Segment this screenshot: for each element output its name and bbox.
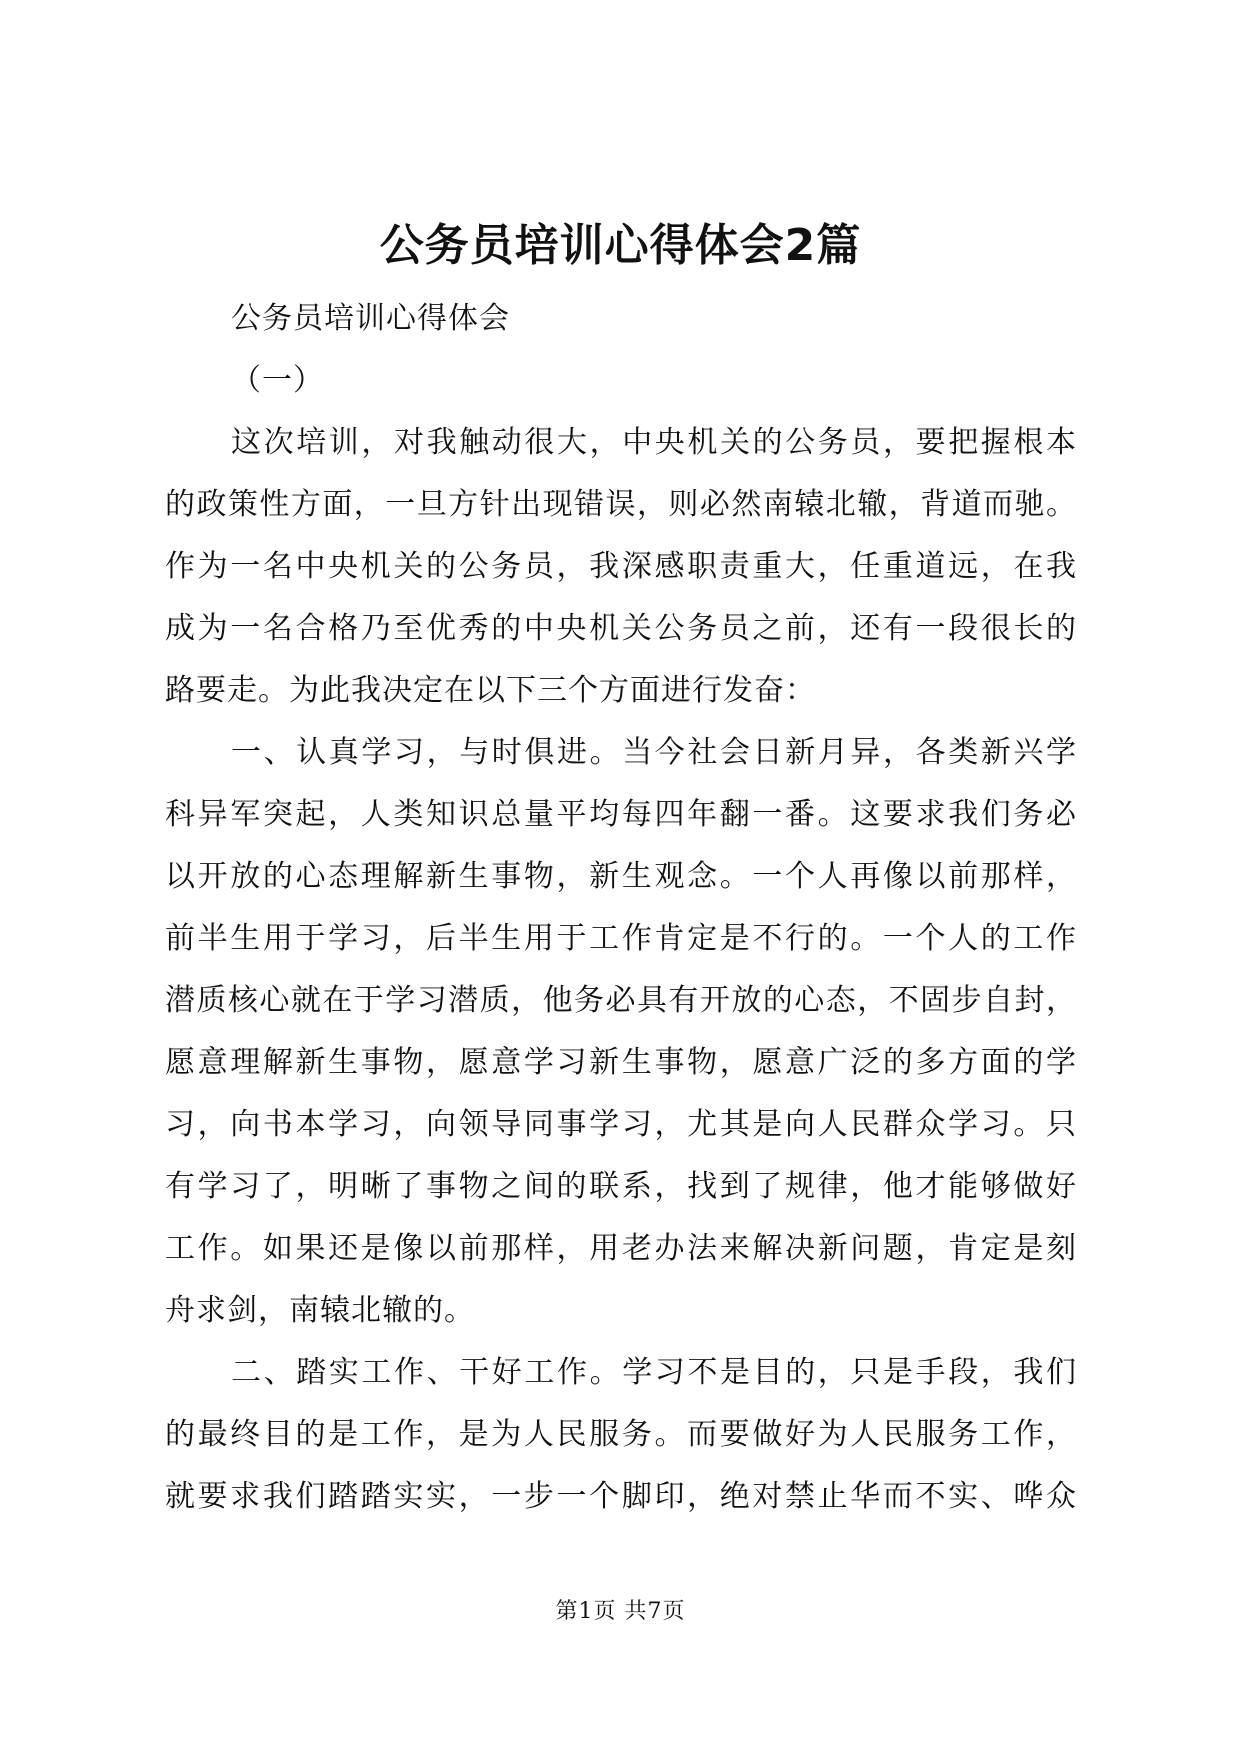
paragraph-line: 习，向书本学习，向领导同事学习，尤其是向人民群众学习。只 — [165, 1107, 1077, 1142]
subtitle: 公务员培训心得体会 — [231, 301, 510, 336]
document-body — [165, 288, 1077, 1528]
page-footer: 第1页 共7页 — [555, 1599, 686, 1624]
paragraph-line: 以开放的心态理解新生事物，新生观念。一个人再像以前那样， — [165, 859, 1077, 894]
paragraph-line: 一、认真学习，与时俱进。当今社会日新月异，各类新兴学 — [231, 735, 1077, 770]
paragraph-line: 前半生用于学习，后半生用于工作肯定是不行的。一个人的工作 — [165, 921, 1077, 956]
paragraph-line: 二、踏实工作、干好工作。学习不是目的，只是手段，我们 — [231, 1355, 1077, 1390]
paragraph-line: 这次培训，对我触动很大，中央机关的公务员，要把握根本 — [231, 425, 1077, 460]
paragraph-line: 有学习了，明晰了事物之间的联系，找到了规律，他才能够做好 — [165, 1169, 1077, 1204]
paragraph-line: 成为一名合格乃至优秀的中央机关公务员之前，还有一段很长的 — [165, 611, 1077, 646]
paragraph-line: 愿意理解新生事物，愿意学习新生事物，愿意广泛的多方面的学 — [165, 1045, 1077, 1080]
paragraph-line: 科异军突起，人类知识总量平均每四年翻一番。这要求我们务必 — [165, 797, 1077, 832]
paragraph-line: 舟求剑，南辕北辙的。 — [165, 1293, 475, 1328]
paragraph-line: 工作。如果还是像以前那样，用老办法来解决新问题，肯定是刻 — [165, 1231, 1077, 1266]
paragraph-line: 路要走。为此我决定在以下三个方面进行发奋： — [165, 673, 816, 708]
section-mark: （一） — [231, 363, 324, 398]
paragraph-line: 作为一名中央机关的公务员，我深感职责重大，任重道远，在我 — [165, 549, 1077, 584]
paragraph-line: 潜质核心就在于学习潜质，他务必具有开放的心态，不固步自封， — [165, 983, 1077, 1018]
paragraph-line: 的政策性方面，一旦方针出现错误，则必然南辕北辙，背道而驰。 — [165, 487, 1077, 522]
document-title: 公务员培训心得体会2篇 — [379, 220, 862, 271]
paragraph-line: 的最终目的是工作，是为人民服务。而要做好为人民服务工作， — [165, 1417, 1077, 1452]
paragraph-3 — [165, 1342, 1077, 1528]
paragraph-2 — [165, 722, 1077, 1342]
paragraph-1 — [165, 412, 1077, 722]
paragraph-line: 就要求我们踏踏实实，一步一个脚印，绝对禁止华而不实、哗众 — [165, 1479, 1077, 1514]
